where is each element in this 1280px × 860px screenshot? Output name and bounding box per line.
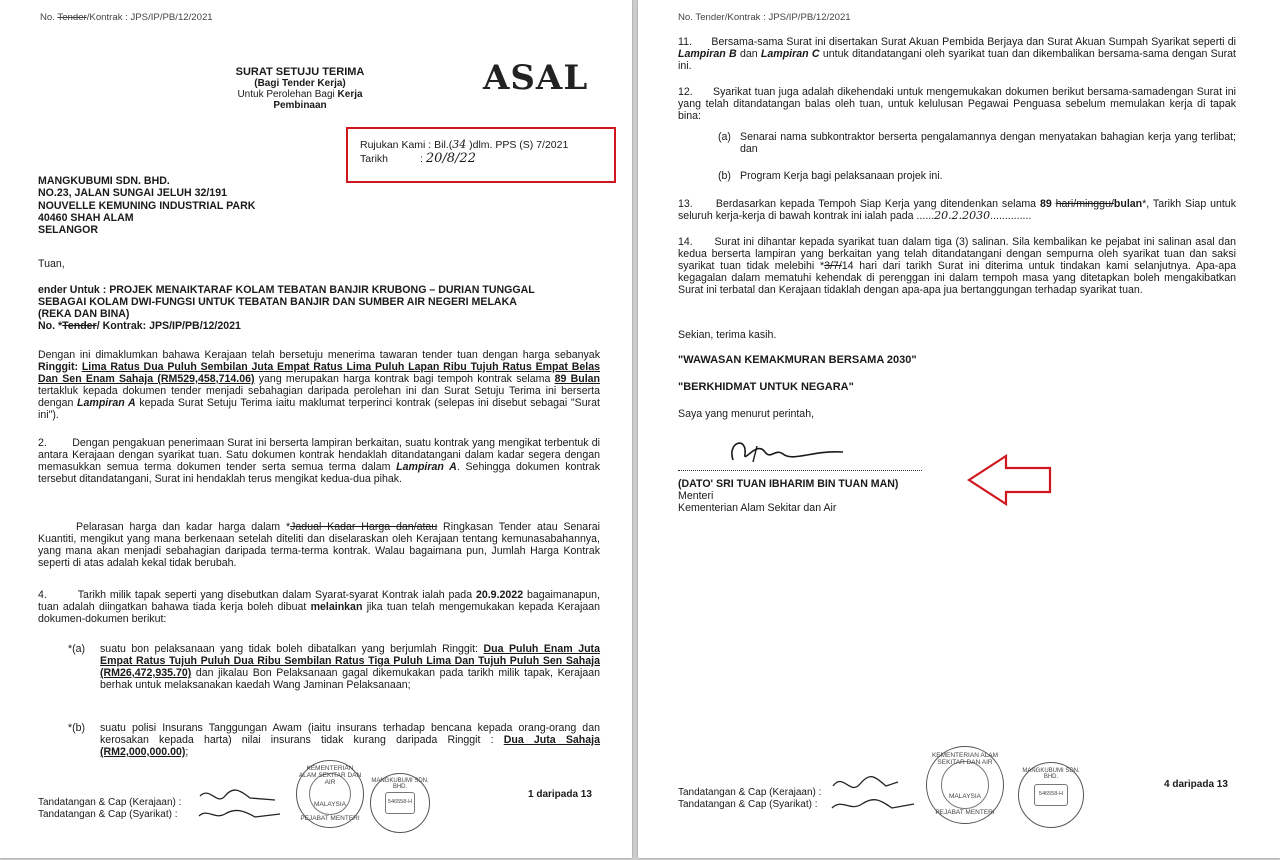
item-12b: Program Kerja bagi pelaksanaan projek ini. [740, 170, 943, 182]
minister-signature [723, 432, 853, 470]
item-12a-label: (a) [718, 131, 731, 143]
item-12a: Senarai nama subkontraktor berserta pengalamannya dengan menyatakan bahagian kerja yang terlibat; dan [740, 131, 1236, 155]
paragraph-2: 2. Dengan pengakuan penerimaan Surat ini berserta lampiran berkaitan, suatu kontrak yang mengikat terbentuk di antara Kerajaan dengan syarikat tuan. Satu dokumen kontrak hendaklah ditandatangani dalam kadar segera dengan memasukkan semua terma dokumen tender serta semua terma dalam Lampiran A. Sehingga dokumen kontrak tersebut ditandatangani, Surat ini hendaklah terus mengikat kedua-dua pihak. [38, 437, 601, 485]
paragraph-14: 14. Surat ini dihantar kepada syarikat tuan dalam tiga (3) salinan. Sila kembalikan ke pejabat ini salinan asal dan kedua berserta lampiran yang berkaitan yang telah ditandatangani dengan sempurna oleh syarikat tuan dan saksi syarikat tuan tidak melebihi *3/7/14 hari dari tarikh Surat ini diterima untuk tindakan kami selanjutnya. Apa-apa kegagalan dalam mematuhi kehendak di perenggan ini dalam tempoh masa yang ditetapkan boleh mengakibatkan Surat ini terbatal dan Kerajaan tidaklah dengan apa-apa jua bertanggungan terhadap syarikat tuan. [678, 236, 1237, 296]
motto-berkhidmat: "BERKHIDMAT UNTUK NEGARA" [678, 381, 854, 393]
asal-stamp: ASAL [483, 58, 589, 98]
address-line: NOUVELLE KEMUNING INDUSTRIAL PARK [38, 199, 256, 212]
government-seal: KEMENTERIAN ALAM SEKITAR DAN AIR MALAYSIA PEJABAT MENTERI [296, 760, 364, 828]
paragraph-13: 13. Berdasarkan kepada Tempoh Siap Kerja yang ditendenkan selama 89 hari/minggu/bulan*, Tarikh Siap untuk seluruh kerja-kerja di bawah kontrak ini ialah pada ......20.2.2030.............. [678, 198, 1236, 222]
address-line: MANGKUBUMI SDN. BHD. [38, 175, 170, 187]
paragraph-4: 4. Tarikh milik tapak seperti yang disebutkan dalam Syarat-syarat Kontrak ialah pada 20.9.2022 bagaimanapun, tuan adalah diingatkan bahawa tiada kerja boleh dibuat melainkan jika tuan telah mengemukakan kepada Kerajaan dokumen-dokumen berikut: [38, 589, 600, 625]
signature-block-labels: Tandatangan & Cap (Kerajaan) : Tandatangan & Cap (Syarikat) : [38, 797, 182, 820]
item-a: suatu bon pelaksanaan yang tidak boleh dibatalkan yang berjumlah Ringgit: Dua Puluh Enam Juta Empat Ratus Tujuh Puluh Dua Ribu Sembilan Ratus Tiga Puluh Lima Dan Tujuh Puluh Sen Sahaja (RM26,472,935.70) dan jikalau Bon Pelaksanaan gagal dikemukakan pada tarikh milik tapak, Kerajaan berhak untuk melaksanakan kaedah Wang Jaminan Pelaksanaan; [100, 643, 600, 691]
page-number: 1 daripada 13 [528, 789, 592, 800]
document-page-1 [0, 0, 632, 858]
page-number: 4 daripada 13 [1164, 779, 1228, 790]
reference-block: Rujukan Kami : Bil.(34 )dlm. PPS (S) 7/2021 Tarikh : 20/8/22 [360, 138, 569, 166]
company-seal: MANGKUBUMI SDN. BHD. 546558-H [1018, 762, 1084, 828]
motto-wawasan: "WAWASAN KEMAKMURAN BERSAMA 2030" [678, 354, 917, 366]
paragraph-1: Dengan ini dimaklumkan bahawa Kerajaan telah bersetuju menerima tawaran tender tuan dengan harga sebanyak Ringgit: Lima Ratus Dua Puluh Sembilan Juta Empat Ratus Lima Puluh Lapan Ribu Tujuh Ratus Empat Belas Dan Sen Enam Sahaja (RM529,458,714.06) yang merupakan harga kontrak bagi tempoh kontrak selama 89 Bulan tertakluk kepada dokumen tender menjadi sebahagian daripada perolehan ini dan Surat Setuju Terima ini berserta dengan Lampiran A kepada Surat Setuju Terima iaitu maklumat terperinci kontrak (selepas ini disebut sebagai "Surat ini"). [38, 349, 601, 421]
letter-heading: SURAT SETUJU TERIMA (Bagi Tender Kerja) Untuk Perolehan Bagi Kerja Pembinaan [235, 66, 365, 111]
address-line: SELANGOR [38, 224, 99, 237]
document-page-4 [638, 0, 1280, 858]
salutation: Tuan, [38, 258, 65, 270]
subject-line: ender Untuk : PROJEK MENAIKTARAF KOLAM TEBATAN BANJIR KRUBONG – DURIAN TUNGGAL SEBAGAI KOLAM DWI-FUNGSI UNTUK TEBATAN BANJIR DAN SUMBER AIR NEGERI MELAKA (REKA DAN BINA) No. *Tender/ Kontrak: JPS/IP/PB/12/2021 [38, 284, 535, 332]
paragraph-3: Pelarasan harga dan kadar harga dalam *Jadual Kadar Harga dan/atau Ringkasan Tender atau Senarai Kuantiti, mengikut yang mana berkenaan setelah diteliti dan diselaraskan oleh Kerajaan tentang kemunasabahannya, yang mana akan menjadi sebahagian daripada terma-terma kontrak. Walau bagaimana pun, Jumlah Harga Kontrak seperti di atas adalah kekal tidak berubah. [38, 521, 600, 569]
item-a-label: *(a) [68, 643, 86, 655]
yours-faithfully: Saya yang menurut perintah, [678, 408, 815, 420]
company-seal: MANGKUBUMI SDN. BHD. 546558-H [370, 773, 430, 833]
red-arrow-annotation [966, 452, 1054, 508]
paragraph-11: 11. Bersama-sama Surat ini disertakan Surat Akuan Pembida Berjaya dan Surat Akuan Sumpah Syarikat seperti di Lampiran B dan Lampiran C untuk ditandatangani oleh syarikat tuan dan dikembalikan bersama-sama dengan Surat ini. [678, 36, 1237, 72]
signature-scribble [195, 784, 285, 824]
item-b: suatu polisi Insurans Tanggungan Awam (iaitu insurans terhadap bencana kepada orang-orang dan kerosakan kepada harta) nilai insurans tidak kurang daripada Ringgit : Dua Juta Sahaja (RM2,000,000.00); [100, 722, 601, 758]
signer-block: (DATO' SRI TUAN IBHARIM BIN TUAN MAN) Menteri Kementerian Alam Sekitar dan Air [678, 478, 899, 514]
item-b-label: *(b) [68, 722, 86, 734]
recipient-address [38, 175, 255, 236]
ref-number-top: No. Tender/Kontrak : JPS/IP/PB/12/2021 [678, 12, 851, 23]
item-12b-label: (b) [718, 170, 731, 182]
address-line: NO.23, JALAN SUNGAI JELUH 32/191 [38, 187, 227, 200]
closing: Sekian, terima kasih. [678, 329, 777, 341]
signature-line [678, 470, 922, 471]
signature-scribble [828, 770, 918, 816]
paragraph-12: 12. Syarikat tuan juga adalah dikehendaki untuk mengemukakan dokumen berikut bersama-samadengan Surat ini yang telah ditandatangan balas oleh tuan, untuk kelulusan Pegawai Penguasa sebelum memulakan kerja di tapak bina: [678, 86, 1236, 122]
address-line: 40460 SHAH ALAM [38, 211, 134, 224]
ref-number-top: No. Tender/Kontrak : JPS/IP/PB/12/2021 [40, 12, 213, 23]
government-seal: KEMENTERIAN ALAM SEKITAR DAN AIR MALAYSIA PEJABAT MENTERI [926, 746, 1004, 824]
signature-block-labels: Tandatangan & Cap (Kerajaan) : Tandatangan & Cap (Syarikat) : [678, 787, 822, 810]
